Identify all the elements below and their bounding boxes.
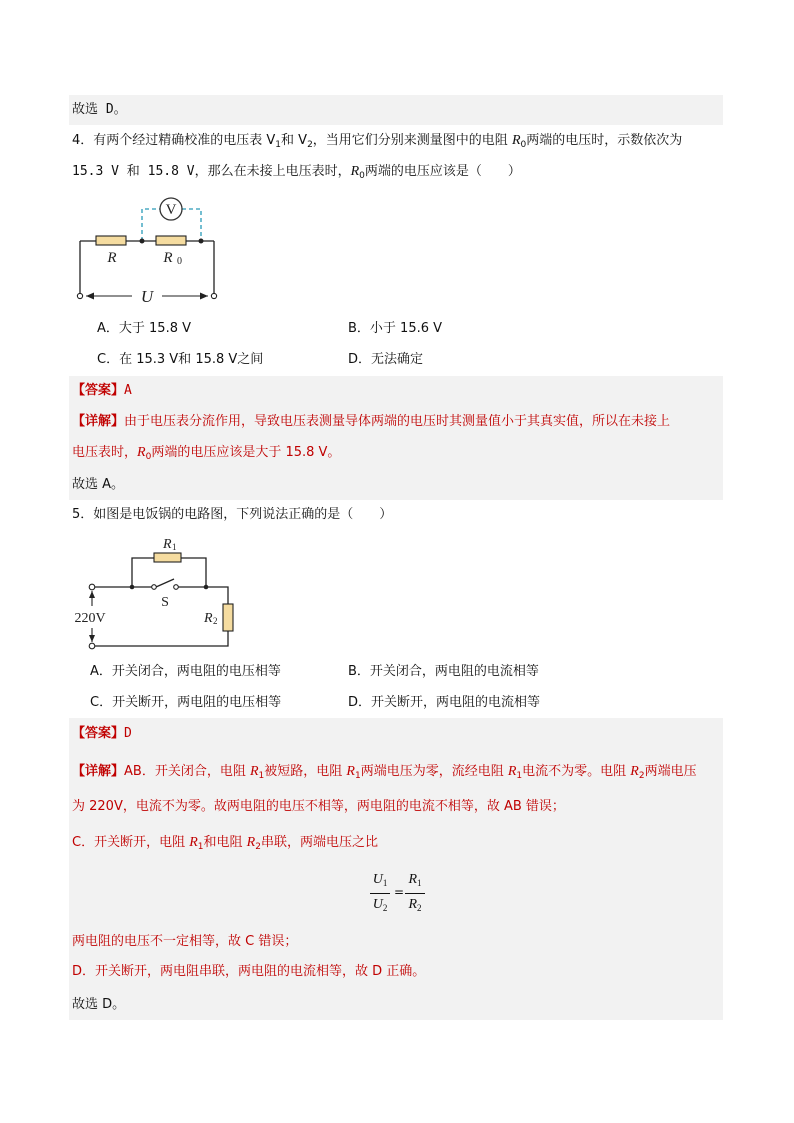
prev-conclusion: 故选 D。 — [72, 102, 127, 117]
q4-answer: 【答案】A — [72, 383, 132, 398]
q4-stem-line2: 15.3 V 和 15.8 V，那么在未接上电压表时，$R_0$两端的电压应该是（ ） — [72, 164, 521, 181]
q5-option-d[interactable]: D．开关断开，两电阻的电流相等 — [348, 695, 541, 710]
q4-detail-line1: 【详解】由于电压表分流作用，导致电压表测量导体两端的电压时其测量值小于其真实值，所以在未接上 — [72, 414, 671, 429]
switch-label: S — [161, 595, 169, 610]
voltmeter-label: V — [165, 202, 177, 218]
q4-detail-line2: 电压表时，$R_0$两端的电压应该是大于 15.8 V。 — [72, 445, 341, 462]
prev-solution-block — [69, 95, 723, 125]
r-label: R — [107, 250, 117, 266]
r1-sub: 1 — [172, 542, 177, 552]
resistor-r — [96, 236, 126, 245]
r0-sub: 0 — [177, 256, 182, 267]
q4-stem-line1: 4．有两个经过精确校准的电压表 $V_1$和 $V_2$，当用它们分别来测量图中的电阻 $R_0$两端的电压时，示数依次为 — [72, 133, 683, 150]
r0-label: R — [163, 250, 173, 266]
q5-stem: 5．如图是电饭锅的电路图，下列说法正确的是（ ） — [72, 507, 393, 522]
q5-detail-line5: D．开关断开，两电阻串联，两电阻的电流相等，故 D 正确。 — [72, 964, 426, 979]
q5-conclusion: 故选 D。 — [72, 997, 126, 1012]
resistor-r0 — [156, 236, 186, 245]
q5-option-a[interactable]: A．开关闭合，两电阻的电压相等 — [90, 664, 281, 679]
q4-option-d[interactable]: D．无法确定 — [348, 352, 424, 367]
q5-option-b[interactable]: B．开关闭合，两电阻的电流相等 — [348, 664, 539, 679]
q4-option-b[interactable]: B．小于 15.6 V — [348, 321, 443, 336]
q4-solution-block — [69, 376, 723, 500]
q5-detail-line3: C．开关断开，电阻 $R_1$和电阻 $R_2$串联，两端电压之比 — [72, 835, 378, 852]
q4-circuit-diagram — [70, 195, 230, 305]
resistor-r2 — [223, 604, 233, 631]
q4-option-c[interactable]: C．在 15.3 V和 15.8 V之间 — [97, 352, 264, 367]
q5-answer: 【答案】D — [72, 726, 132, 741]
voltage-ratio-formula: $U_1$ $U_2$ = $R_1$ $R_2$ — [370, 872, 426, 922]
q5-circuit-diagram — [70, 530, 245, 655]
q4-option-a[interactable]: A．大于 15.8 V — [97, 321, 191, 336]
q4-conclusion: 故选 A。 — [72, 477, 125, 492]
q5-detail-line2: 为 220V，电流不为零。故两电阻的电压不相等，两电阻的电流不相等，故 AB 错误； — [72, 799, 565, 814]
r2-sub: 2 — [213, 616, 218, 626]
u-label: U — [140, 287, 154, 306]
resistor-r1 — [154, 553, 181, 562]
r2-label: R — [204, 611, 213, 626]
q5-option-c[interactable]: C．开关断开，两电阻的电压相等 — [90, 695, 282, 710]
q5-detail-line1: 【详解】AB．开关闭合，电阻 $R_1$被短路，电阻 $R_1$两端电压为零，流经电阻 $R_1$电流不为零。电阻 $R_2$两端电压 — [72, 764, 697, 781]
r1-label: R — [163, 537, 172, 552]
q5-detail-line4: 两电阻的电压不一定相等，故 C 错误； — [72, 934, 298, 949]
voltage-label: 220V — [74, 611, 106, 626]
